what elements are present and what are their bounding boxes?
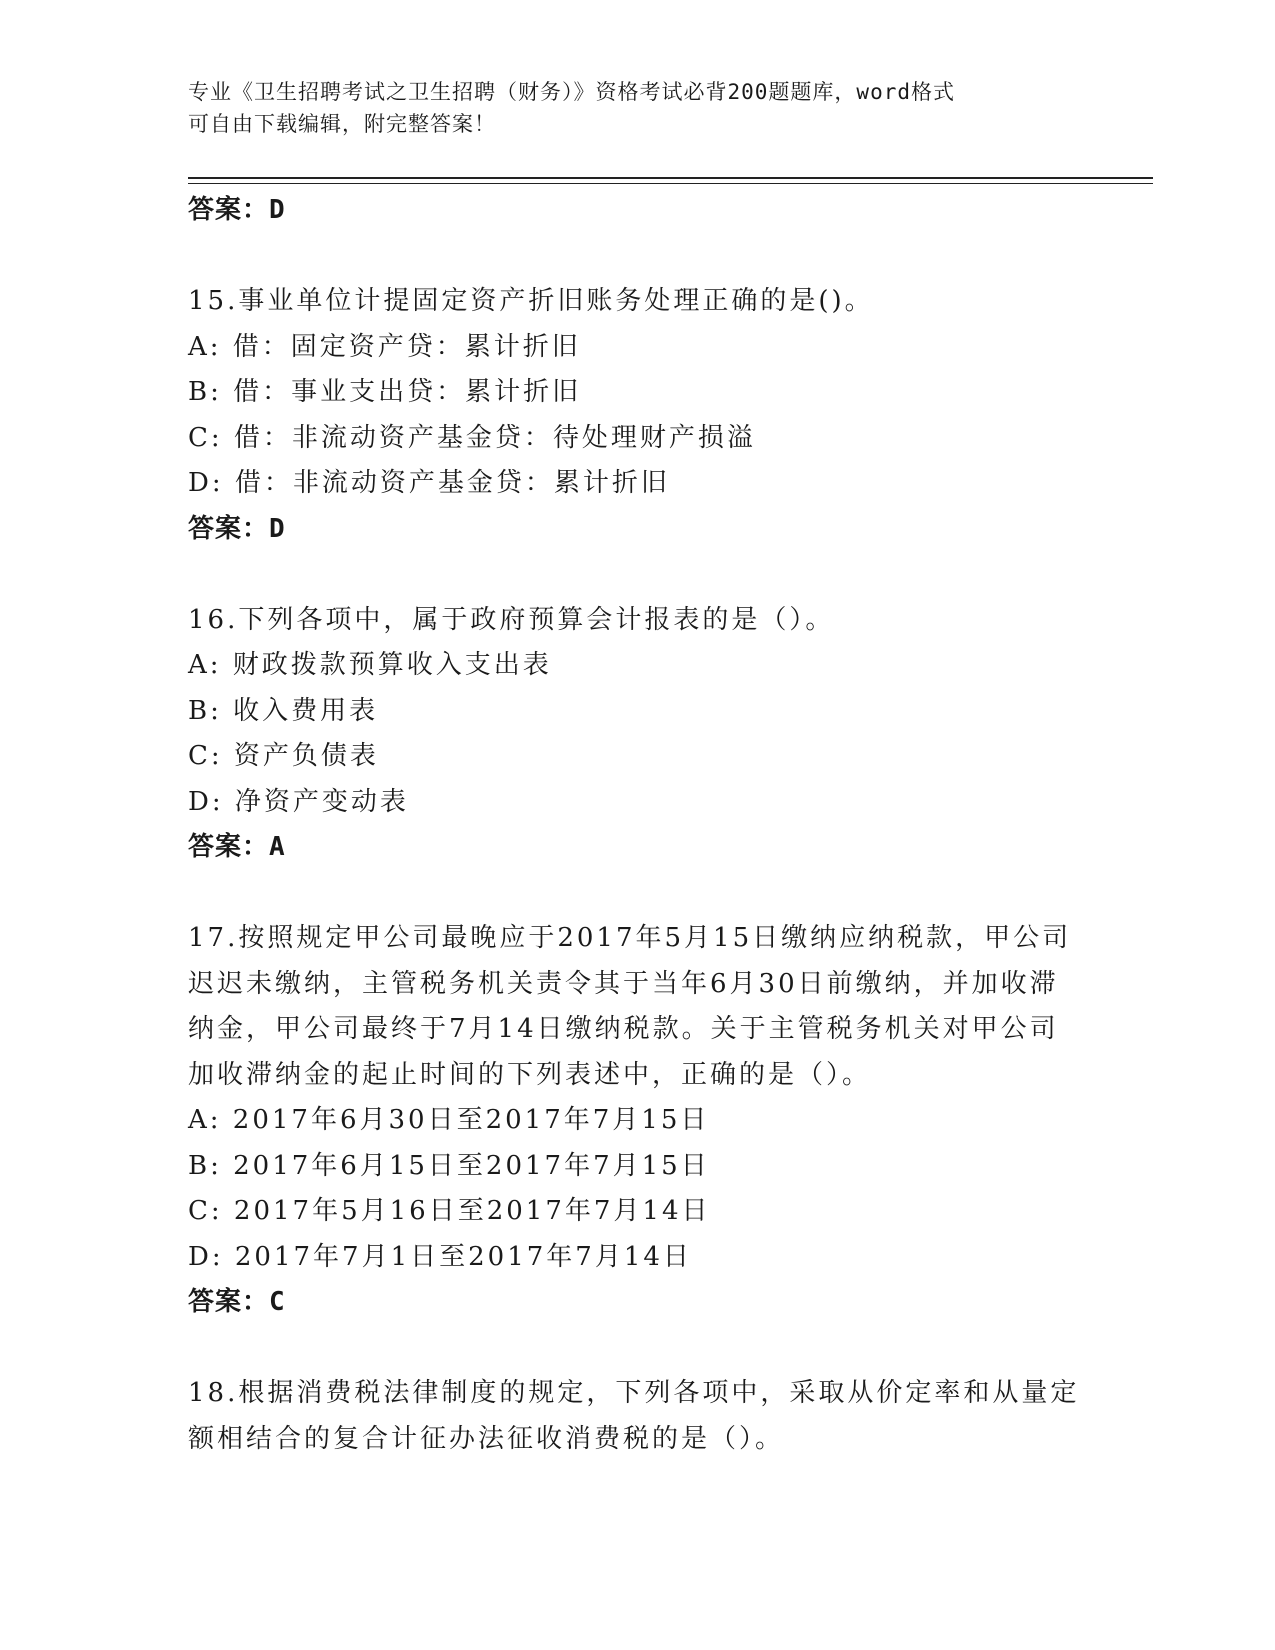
header-line-2: 可自由下载编辑，附完整答案！ xyxy=(188,112,496,136)
option-a: A: 2017年6月30日至2017年7月15日 xyxy=(188,1105,710,1135)
question-17 xyxy=(188,916,1088,1326)
question-stem-line-4: 加收滞纳金的起止时间的下列表述中，正确的是（）。 xyxy=(188,1059,872,1090)
question-stem: 16.下列各项中，属于政府预算会计报表的是（）。 xyxy=(188,604,835,635)
document-header xyxy=(188,76,1088,140)
header-line-1: 专业《卫生招聘考试之卫生招聘（财务）》资格考试必背200题题库，word格式 xyxy=(188,80,955,104)
option-d: D: 2017年7月1日至2017年7月14日 xyxy=(188,1241,692,1272)
question-16 xyxy=(188,598,1088,871)
question-15 xyxy=(188,279,1088,552)
option-c: C: 资产负债表 xyxy=(188,741,379,771)
spacer xyxy=(188,1326,1088,1372)
option-a: A: 借：固定资产贷：累计折旧 xyxy=(188,331,581,362)
question-stem-line-1: 17.按照规定甲公司最晚应于2017年5月15日缴纳应纳税款，甲公司 xyxy=(188,923,1072,953)
answer-line: 答案：D xyxy=(188,513,286,544)
spacer xyxy=(188,871,1088,917)
question-stem-line-1: 18.根据消费税法律制度的规定，下列各项中，采取从价定率和从量定 xyxy=(188,1378,1080,1408)
option-d: D: 借：非流动资产基金贷：累计折旧 xyxy=(188,468,670,498)
question-18 xyxy=(188,1371,1088,1462)
header-divider-thick xyxy=(188,177,1153,179)
option-d: D: 净资产变动表 xyxy=(188,786,409,817)
spacer xyxy=(188,234,1088,280)
answer-previous: 答案：D xyxy=(188,195,286,225)
header-divider-thin xyxy=(188,183,1153,184)
answer-line: 答案：C xyxy=(188,1287,286,1317)
option-b: B: 借：事业支出贷：累计折旧 xyxy=(188,377,582,407)
option-b: B: 2017年6月15日至2017年7月15日 xyxy=(188,1150,710,1181)
question-stem-line-2: 迟迟未缴纳，主管税务机关责令其于当年6月30日前缴纳，并加收滞 xyxy=(188,968,1059,999)
question-list xyxy=(188,188,1088,1462)
option-c: C: 借：非流动资产基金贷：待处理财产损溢 xyxy=(188,422,756,453)
question-stem-line-2: 额相结合的复合计征办法征收消费税的是（）。 xyxy=(188,1423,785,1454)
question-stem: 15.事业单位计提固定资产折旧账务处理正确的是()。 xyxy=(188,286,874,316)
option-b: B: 收入费用表 xyxy=(188,695,379,726)
spacer xyxy=(188,552,1088,598)
option-c: C: 2017年5月16日至2017年7月14日 xyxy=(188,1196,711,1226)
answer-line: 答案：A xyxy=(188,832,286,862)
question-stem-line-3: 纳金，甲公司最终于7月14日缴纳税款。关于主管税务机关对甲公司 xyxy=(188,1014,1059,1044)
option-a: A: 财政拨款预算收入支出表 xyxy=(188,650,552,680)
